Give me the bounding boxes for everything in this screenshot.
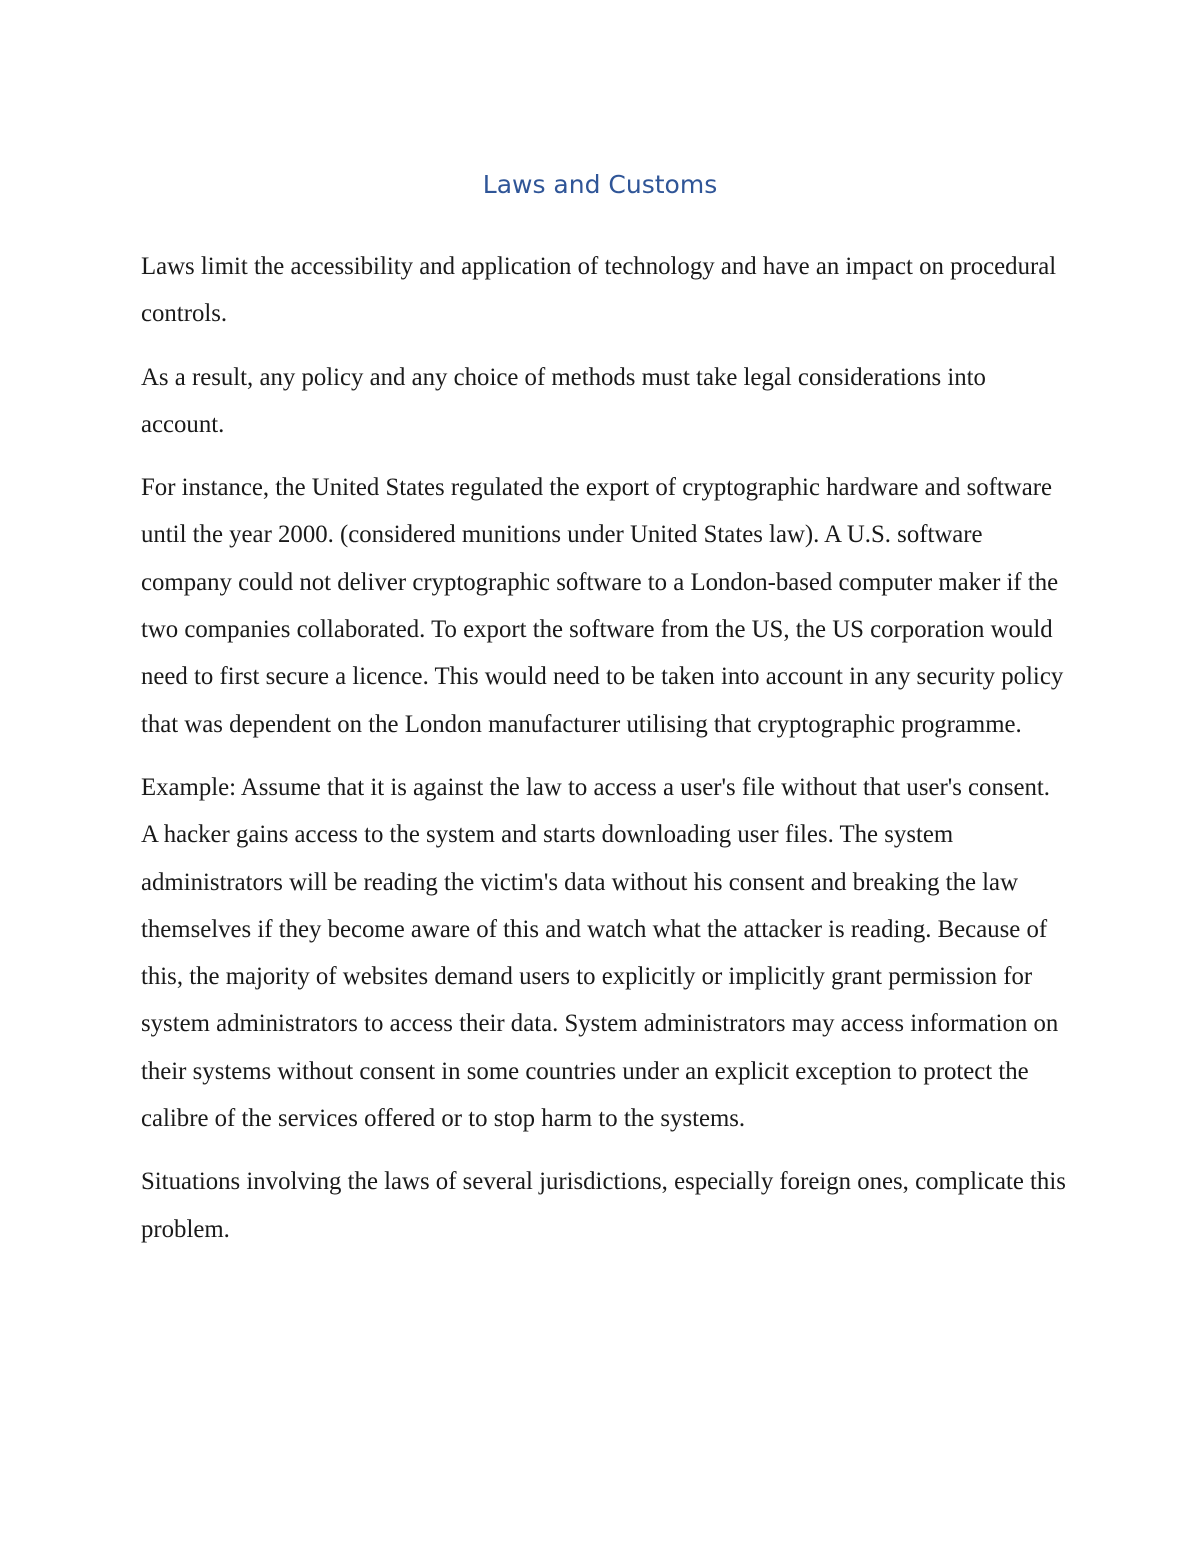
document-body <box>141 243 1066 1269</box>
paragraph-laws-limit: Laws limit the accessibility and application of technology and have an impact on procedural controls. <box>141 253 1057 328</box>
paragraph-as-a-result: As a result, any policy and any choice of methods must take legal considerations into account. <box>141 363 986 438</box>
paragraph-for-instance: For instance, the United States regulated the export of cryptographic hardware and software until the year 2000. (considered munitions under United States law). A U.S. software company could not deliver cryptographic software to a London-based computer maker if the two companies collaborated. To export the software from the US, the US corporation would need to first secure a licence. This would need to be taken into account in any security policy that was dependent on the London manufacturer utilising that cryptographic programme. <box>141 474 1064 738</box>
paragraph-situations: Situations involving the laws of several jurisdictions, especially foreign ones, complicate this problem. <box>141 1168 1066 1243</box>
paragraph-example: Example: Assume that it is against the law to access a user's file without that user's consent. A hacker gains access to the system and starts downloading user files. The system administrators will be reading the victim's data without his consent and breaking the law themselves if they become aware of this and watch what the attacker is reading. Because of this, the majority of websites demand users to explicitly or implicitly grant permission for system administrators to access their data. System administrators may access information on their systems without consent in some countries under an explicit exception to protect the calibre of the services offered or to stop harm to the systems. <box>141 773 1059 1133</box>
document-title: Laws and Customs <box>482 170 718 199</box>
